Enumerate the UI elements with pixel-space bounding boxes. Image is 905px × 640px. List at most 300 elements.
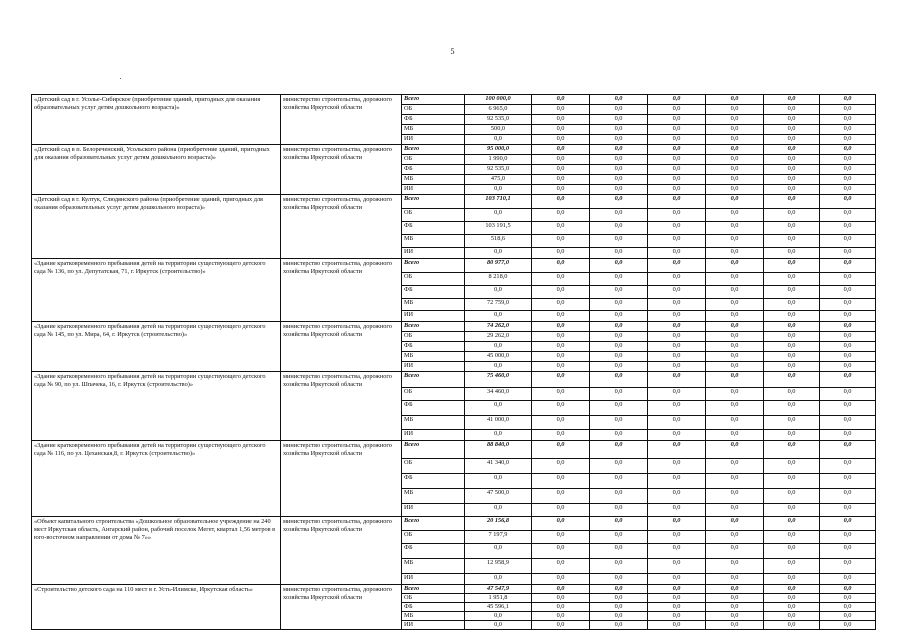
year-value-cell: 0,0 — [648, 286, 706, 299]
table-row — [32, 441, 876, 459]
year-value-cell: 0,0 — [820, 504, 876, 517]
year-value-cell: 0,0 — [706, 125, 764, 135]
year-value-cell: 0,0 — [820, 531, 876, 544]
funding-source-cell: МБ — [402, 612, 465, 621]
year-value-cell: 0,0 — [764, 504, 820, 517]
funding-source-cell: ОБ — [402, 388, 465, 401]
scan-speck — [120, 78, 121, 79]
year-value-cell: 0,0 — [706, 441, 764, 459]
year-value-cell: 0,0 — [648, 401, 706, 416]
year-value-cell: 0,0 — [820, 222, 876, 235]
year-value-cell: 0,0 — [820, 489, 876, 504]
funding-source-cell: МБ — [402, 175, 465, 185]
year-value-cell: 0,0 — [706, 352, 764, 362]
amount-cell: 0,0 — [465, 612, 532, 621]
funding-source-cell: ОБ — [402, 273, 465, 286]
year-value-cell: 0,0 — [706, 574, 764, 585]
year-value-cell: 0,0 — [706, 322, 764, 332]
year-value-cell: 0,0 — [648, 259, 706, 273]
amount-cell: 34 460,0 — [465, 388, 532, 401]
object-name-cell: «Детский сад в г. Усолье-Сибирское (приобретение зданий, пригодных для оказания образовательных услуг детям дошкольного возраста)» — [32, 95, 281, 145]
year-value-cell: 0,0 — [532, 222, 590, 235]
year-value-cell: 0,0 — [820, 145, 876, 155]
year-value-cell: 0,0 — [706, 155, 764, 165]
year-value-cell: 0,0 — [820, 248, 876, 259]
year-value-cell: 0,0 — [648, 372, 706, 388]
year-value-cell: 0,0 — [706, 165, 764, 175]
amount-cell: 475,0 — [465, 175, 532, 185]
year-value-cell: 0,0 — [764, 95, 820, 105]
year-value-cell: 0,0 — [820, 135, 876, 145]
year-value-cell: 0,0 — [590, 603, 648, 612]
year-value-cell: 0,0 — [532, 603, 590, 612]
year-value-cell: 0,0 — [648, 185, 706, 195]
year-value-cell: 0,0 — [532, 105, 590, 115]
year-value-cell: 0,0 — [648, 531, 706, 544]
year-value-cell: 0,0 — [590, 273, 648, 286]
year-value-cell: 0,0 — [764, 175, 820, 185]
year-value-cell: 0,0 — [648, 195, 706, 209]
object-name-cell: «Строительство детского сада на 110 мест в г. Усть-Илимске, Иркутская область» — [32, 585, 281, 630]
year-value-cell: 0,0 — [532, 135, 590, 145]
funding-source-cell: Всего — [402, 517, 465, 531]
year-value-cell: 0,0 — [820, 155, 876, 165]
table-row — [32, 517, 876, 531]
year-value-cell: 0,0 — [532, 517, 590, 531]
year-value-cell: 0,0 — [764, 430, 820, 441]
year-value-cell: 0,0 — [820, 342, 876, 352]
year-value-cell: 0,0 — [820, 474, 876, 489]
year-value-cell: 0,0 — [590, 459, 648, 474]
year-value-cell: 0,0 — [706, 517, 764, 531]
year-value-cell: 0,0 — [590, 441, 648, 459]
year-value-cell: 0,0 — [648, 388, 706, 401]
year-value-cell: 0,0 — [532, 430, 590, 441]
year-value-cell: 0,0 — [764, 311, 820, 322]
year-value-cell: 0,0 — [648, 273, 706, 286]
year-value-cell: 0,0 — [820, 430, 876, 441]
funding-source-cell: ОБ — [402, 594, 465, 603]
year-value-cell: 0,0 — [706, 388, 764, 401]
year-value-cell: 0,0 — [706, 401, 764, 416]
funding-source-cell: ИИ — [402, 430, 465, 441]
year-value-cell: 0,0 — [764, 145, 820, 155]
year-value-cell: 0,0 — [764, 286, 820, 299]
funding-source-cell: МБ — [402, 416, 465, 430]
year-value-cell: 0,0 — [590, 299, 648, 311]
year-value-cell: 0,0 — [590, 559, 648, 574]
year-value-cell: 0,0 — [532, 352, 590, 362]
year-value-cell: 0,0 — [648, 603, 706, 612]
year-value-cell: 0,0 — [590, 286, 648, 299]
executor-cell: министерство строительства, дорожного хозяйства Иркутской области — [281, 95, 402, 145]
year-value-cell: 0,0 — [706, 594, 764, 603]
year-value-cell: 0,0 — [590, 585, 648, 594]
executor-cell: министерство строительства, дорожного хозяйства Иркутской области — [281, 259, 402, 322]
amount-cell: 0,0 — [465, 401, 532, 416]
year-value-cell: 0,0 — [532, 165, 590, 175]
amount-cell: 0,0 — [465, 504, 532, 517]
amount-cell: 0,0 — [465, 621, 532, 630]
year-value-cell: 0,0 — [590, 362, 648, 372]
year-value-cell: 0,0 — [648, 248, 706, 259]
year-value-cell: 0,0 — [706, 559, 764, 574]
executor-cell: министерство строительства, дорожного хозяйства Иркутской области — [281, 441, 402, 517]
year-value-cell: 0,0 — [590, 209, 648, 222]
year-value-cell: 0,0 — [590, 145, 648, 155]
year-value-cell: 0,0 — [648, 155, 706, 165]
amount-cell: 75 460,0 — [465, 372, 532, 388]
amount-cell: 45 000,0 — [465, 352, 532, 362]
table-body — [32, 95, 876, 630]
executor-cell: министерство строительства, дорожного хозяйства Иркутской области — [281, 372, 402, 441]
year-value-cell: 0,0 — [764, 544, 820, 559]
year-value-cell: 0,0 — [764, 322, 820, 332]
year-value-cell: 0,0 — [532, 155, 590, 165]
year-value-cell: 0,0 — [764, 585, 820, 594]
year-value-cell: 0,0 — [532, 594, 590, 603]
year-value-cell: 0,0 — [820, 273, 876, 286]
amount-cell: 103 191,5 — [465, 222, 532, 235]
year-value-cell: 0,0 — [648, 95, 706, 105]
year-value-cell: 0,0 — [532, 299, 590, 311]
amount-cell: 0,0 — [465, 209, 532, 222]
amount-cell: 1 951,8 — [465, 594, 532, 603]
year-value-cell: 0,0 — [590, 248, 648, 259]
funding-source-cell: ОБ — [402, 209, 465, 222]
table-row — [32, 95, 876, 105]
year-value-cell: 0,0 — [648, 145, 706, 155]
amount-cell: 74 262,0 — [465, 322, 532, 332]
funding-source-cell: ОБ — [402, 155, 465, 165]
year-value-cell: 0,0 — [648, 489, 706, 504]
funding-source-cell: ОБ — [402, 332, 465, 342]
amount-cell: 0,0 — [465, 430, 532, 441]
funding-source-cell: МБ — [402, 235, 465, 248]
year-value-cell: 0,0 — [532, 115, 590, 125]
amount-cell: 80 977,0 — [465, 259, 532, 273]
year-value-cell: 0,0 — [532, 504, 590, 517]
year-value-cell: 0,0 — [532, 459, 590, 474]
year-value-cell: 0,0 — [764, 362, 820, 372]
year-value-cell: 0,0 — [764, 459, 820, 474]
year-value-cell: 0,0 — [764, 248, 820, 259]
year-value-cell: 0,0 — [706, 222, 764, 235]
table-row — [32, 322, 876, 332]
year-value-cell: 0,0 — [820, 209, 876, 222]
year-value-cell: 0,0 — [764, 299, 820, 311]
object-name-cell: «Здание кратковременного пребывания детей на территории существующего детского сада № 90, по ул. Шпачека, 16, г. Иркутск (строительство)» — [32, 372, 281, 441]
year-value-cell: 0,0 — [706, 145, 764, 155]
year-value-cell: 0,0 — [532, 544, 590, 559]
amount-cell: 0,0 — [465, 544, 532, 559]
year-value-cell: 0,0 — [764, 155, 820, 165]
year-value-cell: 0,0 — [648, 559, 706, 574]
year-value-cell: 0,0 — [706, 342, 764, 352]
year-value-cell: 0,0 — [764, 416, 820, 430]
year-value-cell: 0,0 — [590, 612, 648, 621]
year-value-cell: 0,0 — [764, 489, 820, 504]
year-value-cell: 0,0 — [590, 175, 648, 185]
year-value-cell: 0,0 — [706, 621, 764, 630]
amount-cell: 41 340,0 — [465, 459, 532, 474]
amount-cell: 47 500,0 — [465, 489, 532, 504]
year-value-cell: 0,0 — [532, 621, 590, 630]
year-value-cell: 0,0 — [590, 235, 648, 248]
year-value-cell: 0,0 — [532, 416, 590, 430]
year-value-cell: 0,0 — [706, 185, 764, 195]
year-value-cell: 0,0 — [648, 441, 706, 459]
funding-source-cell: МБ — [402, 559, 465, 574]
amount-cell: 518,6 — [465, 235, 532, 248]
year-value-cell: 0,0 — [820, 185, 876, 195]
funding-source-cell: ФБ — [402, 342, 465, 352]
year-value-cell: 0,0 — [706, 135, 764, 145]
funding-source-cell: ФБ — [402, 401, 465, 416]
object-name-cell: «Детский сад в п. Белореченский, Усольского района (приобретение зданий, пригодных для оказания образовательных услуг детям дошкольного возраста)» — [32, 145, 281, 195]
year-value-cell: 0,0 — [820, 195, 876, 209]
year-value-cell: 0,0 — [706, 235, 764, 248]
year-value-cell: 0,0 — [820, 115, 876, 125]
year-value-cell: 0,0 — [532, 286, 590, 299]
year-value-cell: 0,0 — [590, 504, 648, 517]
year-value-cell: 0,0 — [648, 135, 706, 145]
year-value-cell: 0,0 — [764, 401, 820, 416]
year-value-cell: 0,0 — [820, 259, 876, 273]
year-value-cell: 0,0 — [764, 352, 820, 362]
funding-source-cell: Всего — [402, 95, 465, 105]
year-value-cell: 0,0 — [764, 105, 820, 115]
funding-table — [31, 94, 876, 630]
year-value-cell: 0,0 — [648, 222, 706, 235]
year-value-cell: 0,0 — [764, 517, 820, 531]
object-name-cell: «Детский сад в г. Култук, Слюдянского района (приобретение зданий, пригодных для оказания образовательных услуг детям дошкольного возраста)» — [32, 195, 281, 259]
year-value-cell: 0,0 — [820, 574, 876, 585]
year-value-cell: 0,0 — [764, 342, 820, 352]
year-value-cell: 0,0 — [764, 612, 820, 621]
year-value-cell: 0,0 — [532, 585, 590, 594]
year-value-cell: 0,0 — [648, 352, 706, 362]
amount-cell: 1 990,0 — [465, 155, 532, 165]
year-value-cell: 0,0 — [532, 195, 590, 209]
funding-source-cell: МБ — [402, 125, 465, 135]
year-value-cell: 0,0 — [648, 299, 706, 311]
year-value-cell: 0,0 — [820, 388, 876, 401]
amount-cell: 20 156,8 — [465, 517, 532, 531]
year-value-cell: 0,0 — [706, 105, 764, 115]
year-value-cell: 0,0 — [590, 155, 648, 165]
year-value-cell: 0,0 — [764, 125, 820, 135]
funding-source-cell: Всего — [402, 195, 465, 209]
year-value-cell: 0,0 — [590, 489, 648, 504]
year-value-cell: 0,0 — [706, 332, 764, 342]
year-value-cell: 0,0 — [820, 612, 876, 621]
year-value-cell: 0,0 — [820, 544, 876, 559]
year-value-cell: 0,0 — [706, 209, 764, 222]
year-value-cell: 0,0 — [764, 135, 820, 145]
year-value-cell: 0,0 — [706, 372, 764, 388]
funding-source-cell: ИИ — [402, 311, 465, 322]
year-value-cell: 0,0 — [820, 362, 876, 372]
executor-cell: министерство строительства, дорожного хозяйства Иркутской области — [281, 322, 402, 372]
year-value-cell: 0,0 — [764, 222, 820, 235]
year-value-cell: 0,0 — [648, 362, 706, 372]
amount-cell: 0,0 — [465, 342, 532, 352]
year-value-cell: 0,0 — [706, 286, 764, 299]
year-value-cell: 0,0 — [590, 544, 648, 559]
year-value-cell: 0,0 — [820, 286, 876, 299]
year-value-cell: 0,0 — [590, 474, 648, 489]
year-value-cell: 0,0 — [648, 430, 706, 441]
amount-cell: 103 710,1 — [465, 195, 532, 209]
year-value-cell: 0,0 — [764, 574, 820, 585]
executor-cell: министерство строительства, дорожного хозяйства Иркутской области — [281, 585, 402, 630]
year-value-cell: 0,0 — [706, 273, 764, 286]
amount-cell: 12 958,9 — [465, 559, 532, 574]
executor-cell: министерство строительства, дорожного хозяйства Иркутской области — [281, 145, 402, 195]
funding-source-cell: ФБ — [402, 165, 465, 175]
amount-cell: 0,0 — [465, 185, 532, 195]
funding-source-cell: ФБ — [402, 544, 465, 559]
year-value-cell: 0,0 — [532, 259, 590, 273]
year-value-cell: 0,0 — [648, 175, 706, 185]
funding-source-cell: ФБ — [402, 474, 465, 489]
year-value-cell: 0,0 — [532, 175, 590, 185]
year-value-cell: 0,0 — [590, 416, 648, 430]
year-value-cell: 0,0 — [532, 474, 590, 489]
year-value-cell: 0,0 — [532, 311, 590, 322]
table-row — [32, 145, 876, 155]
funding-source-cell: Всего — [402, 145, 465, 155]
year-value-cell: 0,0 — [590, 222, 648, 235]
year-value-cell: 0,0 — [532, 612, 590, 621]
year-value-cell: 0,0 — [648, 612, 706, 621]
year-value-cell: 0,0 — [764, 259, 820, 273]
year-value-cell: 0,0 — [764, 388, 820, 401]
year-value-cell: 0,0 — [590, 342, 648, 352]
year-value-cell: 0,0 — [532, 441, 590, 459]
funding-source-cell: МБ — [402, 352, 465, 362]
year-value-cell: 0,0 — [820, 594, 876, 603]
funding-source-cell: МБ — [402, 299, 465, 311]
year-value-cell: 0,0 — [532, 574, 590, 585]
year-value-cell: 0,0 — [706, 259, 764, 273]
year-value-cell: 0,0 — [648, 115, 706, 125]
year-value-cell: 0,0 — [590, 115, 648, 125]
year-value-cell: 0,0 — [820, 416, 876, 430]
year-value-cell: 0,0 — [820, 165, 876, 175]
year-value-cell: 0,0 — [706, 474, 764, 489]
year-value-cell: 0,0 — [590, 125, 648, 135]
year-value-cell: 0,0 — [820, 585, 876, 594]
funding-source-cell: Всего — [402, 372, 465, 388]
year-value-cell: 0,0 — [820, 459, 876, 474]
amount-cell: 47 547,9 — [465, 585, 532, 594]
year-value-cell: 0,0 — [820, 299, 876, 311]
object-name-cell: «Объект капитального строительства «Дошкольное образовательное учреждение на 240 мест Иркутская область, Ангарский район, рабочий поселок Мегет, квартал 1,56 метров в юго-восточном направлении от дома № 7»» — [32, 517, 281, 585]
year-value-cell: 0,0 — [764, 195, 820, 209]
year-value-cell: 0,0 — [764, 165, 820, 175]
year-value-cell: 0,0 — [532, 95, 590, 105]
year-value-cell: 0,0 — [764, 559, 820, 574]
year-value-cell: 0,0 — [590, 332, 648, 342]
funding-source-cell: Всего — [402, 259, 465, 273]
year-value-cell: 0,0 — [648, 322, 706, 332]
object-name-cell: «Здание кратковременного пребывания детей на территории существующего детского сада № 136, по ул. Депутатская, 71, г. Иркутск (строительство)» — [32, 259, 281, 322]
year-value-cell: 0,0 — [706, 531, 764, 544]
year-value-cell: 0,0 — [648, 585, 706, 594]
year-value-cell: 0,0 — [532, 185, 590, 195]
funding-source-cell: ИИ — [402, 362, 465, 372]
funding-source-cell: ИИ — [402, 185, 465, 195]
year-value-cell: 0,0 — [706, 195, 764, 209]
year-value-cell: 0,0 — [820, 401, 876, 416]
year-value-cell: 0,0 — [532, 559, 590, 574]
year-value-cell: 0,0 — [820, 95, 876, 105]
year-value-cell: 0,0 — [706, 416, 764, 430]
year-value-cell: 0,0 — [648, 474, 706, 489]
year-value-cell: 0,0 — [648, 311, 706, 322]
executor-cell: министерство строительства, дорожного хозяйства Иркутской области — [281, 517, 402, 585]
year-value-cell: 0,0 — [706, 544, 764, 559]
funding-source-cell: Всего — [402, 585, 465, 594]
year-value-cell: 0,0 — [706, 489, 764, 504]
year-value-cell: 0,0 — [706, 311, 764, 322]
year-value-cell: 0,0 — [532, 248, 590, 259]
year-value-cell: 0,0 — [648, 594, 706, 603]
year-value-cell: 0,0 — [590, 311, 648, 322]
year-value-cell: 0,0 — [820, 441, 876, 459]
funding-source-cell: МБ — [402, 489, 465, 504]
year-value-cell: 0,0 — [590, 95, 648, 105]
amount-cell: 0,0 — [465, 574, 532, 585]
year-value-cell: 0,0 — [764, 209, 820, 222]
year-value-cell: 0,0 — [532, 372, 590, 388]
year-value-cell: 0,0 — [706, 175, 764, 185]
year-value-cell: 0,0 — [532, 125, 590, 135]
year-value-cell: 0,0 — [706, 115, 764, 125]
year-value-cell: 0,0 — [590, 388, 648, 401]
year-value-cell: 0,0 — [590, 352, 648, 362]
year-value-cell: 0,0 — [532, 388, 590, 401]
year-value-cell: 0,0 — [706, 504, 764, 517]
year-value-cell: 0,0 — [764, 332, 820, 342]
year-value-cell: 0,0 — [532, 209, 590, 222]
year-value-cell: 0,0 — [706, 585, 764, 594]
amount-cell: 0,0 — [465, 311, 532, 322]
year-value-cell: 0,0 — [706, 459, 764, 474]
year-value-cell: 0,0 — [820, 175, 876, 185]
year-value-cell: 0,0 — [590, 594, 648, 603]
year-value-cell: 0,0 — [648, 209, 706, 222]
year-value-cell: 0,0 — [764, 115, 820, 125]
year-value-cell: 0,0 — [820, 125, 876, 135]
table-row — [32, 259, 876, 273]
year-value-cell: 0,0 — [532, 145, 590, 155]
year-value-cell: 0,0 — [820, 332, 876, 342]
funding-source-cell: ФБ — [402, 286, 465, 299]
year-value-cell: 0,0 — [648, 235, 706, 248]
year-value-cell: 0,0 — [706, 248, 764, 259]
year-value-cell: 0,0 — [590, 135, 648, 145]
year-value-cell: 0,0 — [764, 372, 820, 388]
year-value-cell: 0,0 — [590, 531, 648, 544]
year-value-cell: 0,0 — [648, 544, 706, 559]
amount-cell: 0,0 — [465, 248, 532, 259]
year-value-cell: 0,0 — [820, 311, 876, 322]
year-value-cell: 0,0 — [532, 342, 590, 352]
amount-cell: 8 218,0 — [465, 273, 532, 286]
